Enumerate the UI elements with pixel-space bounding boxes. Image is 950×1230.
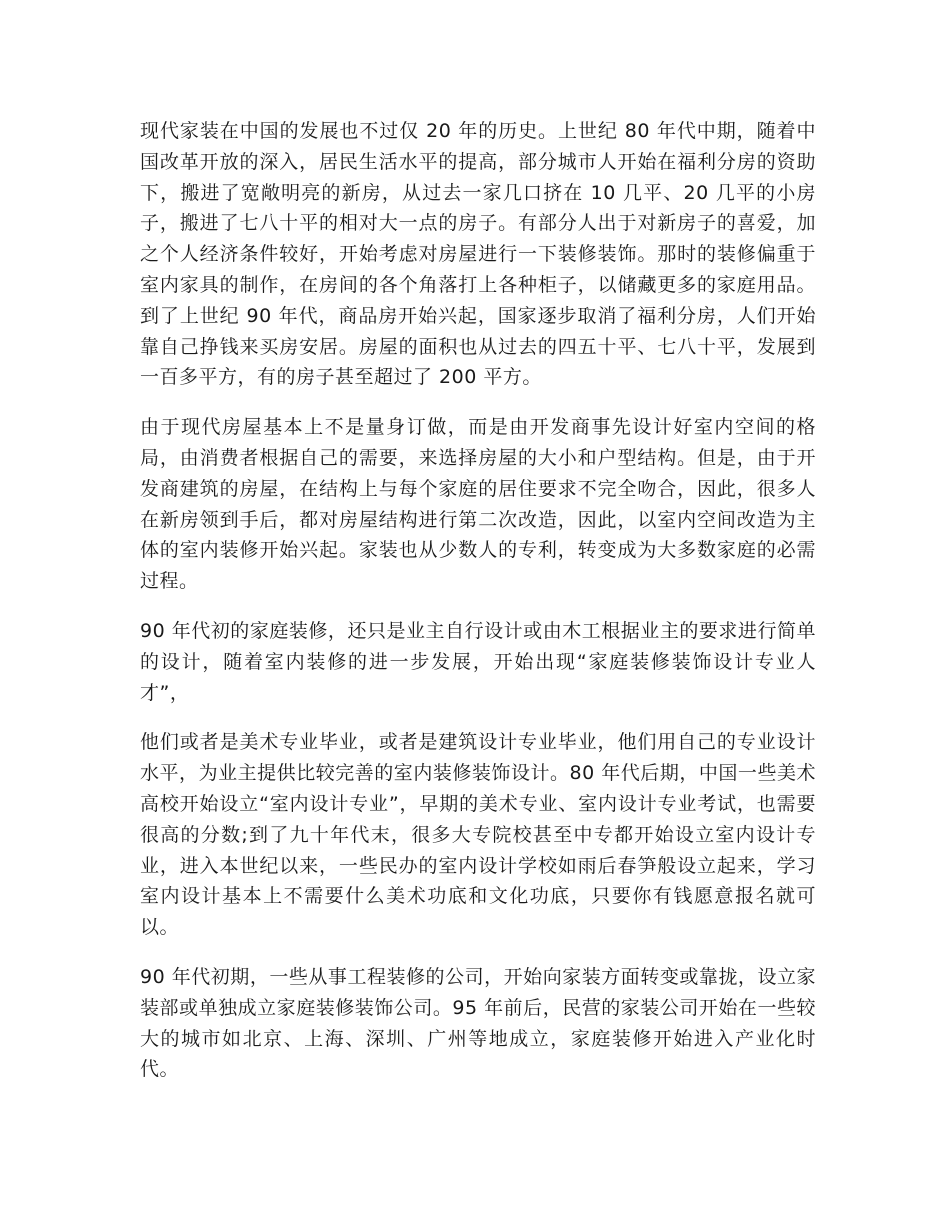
document-body [140,116,816,1104]
paragraph-5: 90 年代初期，一些从事工程装修的公司，开始向家装方面转变或靠拢，设立家装部或单独成立家庭装修装饰公司。95 年前后，民营的家装公司开始在一些较大的城市如北京、上海、深圳、广州等地成立，家庭装修开始进入产业化时代。 [140,965,816,1081]
paragraph-2: 由于现代房屋基本上不是量身订做，而是由开发商事先设计好室内空间的格局，由消费者根据自己的需要，来选择房屋的大小和户型结构。但是，由于开发商建筑的房屋，在结构上与每个家庭的居住要求不完全吻合，因此，很多人在新房领到手后，都对房屋结构进行第二次改造，因此，以室内空间改造为主体的室内装修开始兴起。家装也从少数人的专利，转变成为大多数家庭的必需过程。 [140,416,816,593]
paragraph-4: 他们或者是美术专业毕业，或者是建筑设计专业毕业，他们用自己的专业设计水平，为业主提供比较完善的室内装修装饰设计。80 年代后期，中国一些美术高校开始设立“室内设计专业”，早期的美术专业、室内设计专业考试，也需要很高的分数;到了九十年代末，很多大专院校甚至中专都开始设立室内设计专业，进入本世纪以来，一些民办的室内设计学校如雨后春笋般设立起来，学习室内设计基本上不需要什么美术功底和文化功底，只要你有钱愿意报名就可以。 [140,731,816,939]
paragraph-1: 现代家装在中国的发展也不过仅 20 年的历史。上世纪 80 年代中期，随着中国改革开放的深入，居民生活水平的提高，部分城市人开始在福利分房的资助下，搬进了宽敞明亮的新房，从过去一家几口挤在 10 几平、20 几平的小房子，搬进了七八十平的相对大一点的房子。有部分人出于对新房子的喜爱，加之个人经济条件较好，开始考虑对房屋进行一下装修装饰。那时的装修偏重于室内家具的制作，在房间的各个角落打上各种柜子，以储藏更多的家庭用品。到了上世纪 90 年代，商品房开始兴起，国家逐步取消了福利分房，人们开始靠自己挣钱来买房安居。房屋的面积也从过去的四五十平、七八十平，发展到一百多平方，有的房子甚至超过了 200 平方。 [140,120,816,389]
paragraph-3: 90 年代初的家庭装修，还只是业主自行设计或由木工根据业主的要求进行简单的设计，随着室内装修的进一步发展，开始出现“家庭装修装饰设计专业人才”， [140,619,816,704]
